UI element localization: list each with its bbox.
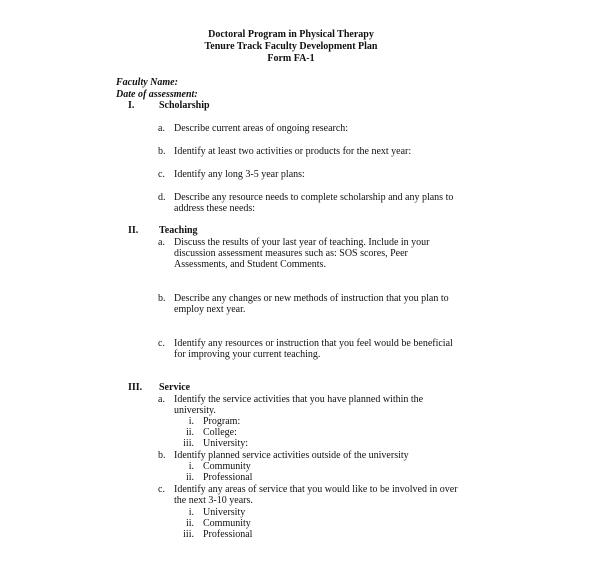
item-letter: b. [158,450,166,461]
sub-numeral: ii. [185,518,194,529]
sub-numeral: ii. [185,427,194,438]
sub-item-text: Professional [203,529,253,540]
sub-numeral: iii. [183,529,194,540]
sub-numeral: i. [188,507,194,518]
plan-title: Tenure Track Faculty Development Plan [204,41,378,52]
item-letter: a. [158,394,165,405]
sub-item-text: University: [203,438,248,449]
section-numeral: I. [128,100,135,111]
faculty-name-label: Faculty Name: [116,77,178,88]
sub-item-text: College: [203,427,237,438]
item-letter: b. [158,146,166,157]
item-letter: a. [158,237,165,248]
item-letter: d. [158,192,166,203]
date-of-assessment-label: Date of assessment: [116,89,198,100]
prompt-text: Identify the service activities that you have planned within the [174,394,424,405]
program-title: Doctoral Program in Physical Therapy [208,29,374,40]
prompt-text: the next 3-10 years. [174,495,253,506]
prompt-text: for improving your current teaching. [174,349,321,360]
item-letter: c. [158,169,165,180]
prompt-text: employ next year. [174,304,246,315]
prompt-text: address these needs: [174,203,256,214]
prompt-text: university. [174,405,216,416]
prompt-text: Identify any resources or instruction that you feel would be beneficial [174,338,453,349]
prompt-text: Identify at least two activities or products for the next year: [174,146,412,157]
sub-numeral: i. [188,416,194,427]
section-title-service: Service [159,382,191,393]
prompt-text: Discuss the results of your last year of teaching. Include in your [174,237,430,248]
sub-item-text: Community [203,461,251,472]
prompt-text: discussion assessment measures such as: SOS scores, Peer [174,248,408,259]
prompt-text: Describe any changes or new methods of instruction that you plan to [174,293,449,304]
prompt-text: Assessments, and Student Comments. [174,259,326,270]
section-title-scholarship: Scholarship [159,100,210,111]
sub-numeral: iii. [183,438,194,449]
sub-item-text: Professional [203,472,253,483]
sub-item-text: Community [203,518,251,529]
sub-numeral: i. [188,461,194,472]
item-letter: c. [158,484,165,495]
section-title-teaching: Teaching [159,225,198,236]
prompt-text: Describe any resource needs to complete scholarship and any plans to [174,192,454,203]
section-numeral: III. [128,382,143,393]
sub-item-text: University [203,507,246,518]
sub-item-text: Program: [203,416,241,427]
form-id: Form FA-1 [267,53,315,64]
prompt-text: Identify any areas of service that you would like to be involved in over [174,484,458,495]
prompt-text: Identify planned service activities outside of the university [174,450,409,461]
prompt-text: Identify any long 3-5 year plans: [174,169,305,180]
prompt-text: Describe current areas of ongoing research: [174,123,349,134]
item-letter: a. [158,123,165,134]
item-letter: c. [158,338,165,349]
item-letter: b. [158,293,166,304]
section-numeral: II. [128,225,139,236]
sub-numeral: ii. [185,472,194,483]
